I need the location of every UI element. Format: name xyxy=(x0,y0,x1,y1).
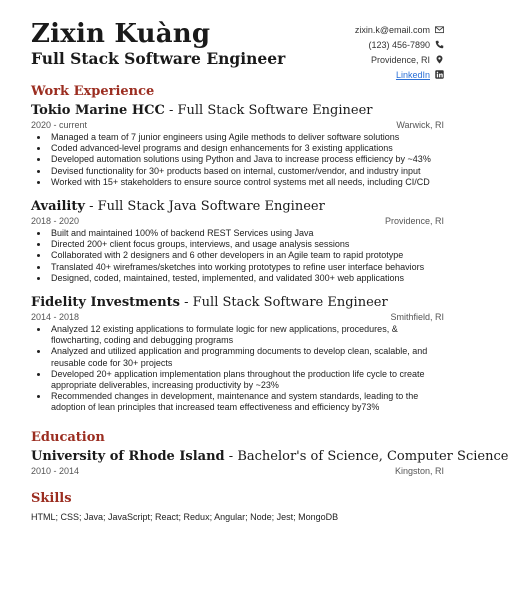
education-school: University of Rhode Island xyxy=(31,448,225,464)
job-bullet: • Recommended changes in development, maintenance and system standards, leading to the adoption of lean principles that increased team effectiveness and efficiency by73% xyxy=(49,391,444,413)
job-bullet: • Translated 40+ wireframes/sketches into working prototypes to refine user interface behaviors xyxy=(49,262,444,273)
phone-text: (123) 456-7890 xyxy=(368,39,430,50)
job-role: Full Stack Software Engineer xyxy=(192,295,388,311)
candidate-title: Full Stack Software Engineer xyxy=(31,49,286,68)
job-bullets xyxy=(31,228,444,284)
job-entry xyxy=(31,294,444,414)
job-company: Fidelity Investments xyxy=(31,295,180,311)
job-bullet: • Analyzed and utilized application and programming documents to develop clean, scalable, and reusable code for 30+ projects xyxy=(49,346,444,368)
job-bullet: • Designed, coded, maintained, tested, implemented, and validated 300+ web applications xyxy=(49,273,444,284)
job-heading xyxy=(31,102,444,119)
contact-phone xyxy=(355,37,444,52)
job-bullet: • Directed 200+ client focus groups, interviews, and usage analysis sessions xyxy=(49,239,444,250)
job-location: Providence, RI xyxy=(384,216,444,227)
job-entry xyxy=(31,198,444,284)
work-experience-section xyxy=(31,84,444,414)
contact-email xyxy=(355,22,444,37)
job-entry xyxy=(31,102,444,188)
resume-header xyxy=(31,0,444,80)
candidate-name: Zixin Kuàng xyxy=(31,19,211,49)
job-bullet: • Developed 20+ application implementation plans throughout the production life cycle to create appropriate deliverables, increasing productivity by ~23% xyxy=(49,369,444,391)
job-heading xyxy=(31,198,444,215)
skills-heading: Skills xyxy=(31,490,72,506)
location-text: Providence, RI xyxy=(370,54,430,65)
job-dates: 2014 - 2018 xyxy=(31,312,80,323)
education-separator: - xyxy=(228,448,238,464)
job-company: Tokio Marine HCC xyxy=(31,103,165,118)
job-bullet: • Worked with 15+ stakeholders to ensure source control systems met all needs, including CI/CD xyxy=(49,177,444,188)
phone-icon xyxy=(435,40,444,49)
email-text: zixin.k@email.com xyxy=(354,24,430,35)
job-location: Warwick, RI xyxy=(396,120,444,130)
job-bullet: • Collaborated with 2 designers and 6 other developers in an Agile team to rapid prototype xyxy=(49,250,444,261)
job-role: Full Stack Software Engineer xyxy=(177,103,373,118)
education-location: Kingston, RI xyxy=(394,465,444,476)
education-entry xyxy=(31,448,508,477)
contact-block xyxy=(355,22,444,82)
job-bullet: • Devised functionality for 30+ products based on internal, customer/vendor, and industry input xyxy=(49,166,444,177)
job-bullet: • Analyzed 12 existing applications to formulate logic for new applications, procedures, & flowcharting, coding and debugging programs xyxy=(49,324,444,346)
education-dates: 2010 - 2014 xyxy=(31,465,80,476)
job-bullet: • Managed a team of 7 junior engineers using Agile methods to deliver software solutions xyxy=(49,132,444,143)
education-line xyxy=(31,448,508,465)
contact-linkedin xyxy=(355,67,444,82)
linkedin-icon xyxy=(435,70,444,79)
job-role: Full Stack Java Software Engineer xyxy=(97,199,325,215)
job-heading xyxy=(31,294,444,311)
education-heading: Education xyxy=(31,429,105,445)
job-location: Smithfield, RI xyxy=(390,312,444,323)
location-pin-icon xyxy=(435,55,444,64)
envelope-icon xyxy=(435,25,444,34)
job-bullet: • Coded advanced-level programs and design enhancements for 3 existing applications xyxy=(49,143,444,154)
skills-section xyxy=(31,491,444,523)
work-experience-heading: Work Experience xyxy=(31,84,155,99)
job-bullets xyxy=(31,324,444,414)
linkedin-link[interactable]: LinkedIn xyxy=(395,69,430,80)
contact-location xyxy=(355,52,444,67)
job-dates: 2018 - 2020 xyxy=(31,216,80,227)
job-bullet: • Developed automation solutions using Python and Java to increase process efficiency by ~43% xyxy=(49,154,444,165)
job-meta xyxy=(31,215,444,227)
education-section xyxy=(31,429,508,477)
job-dates: 2020 - current xyxy=(31,120,88,130)
job-separator: - xyxy=(89,199,98,215)
job-company: Availity xyxy=(31,199,85,215)
education-meta xyxy=(31,465,444,477)
job-bullets xyxy=(31,132,444,188)
job-separator: - xyxy=(168,103,178,118)
job-bullet: • Built and maintained 100% of backend REST Services using Java xyxy=(49,228,444,239)
skills-list: HTML; CSS; Java; JavaScript; React; Redux; Angular; Node; Jest; MongoDB xyxy=(31,511,339,522)
job-meta xyxy=(31,311,444,323)
education-degree: Bachelor's of Science, Computer Science xyxy=(237,448,508,464)
job-separator: - xyxy=(184,295,193,311)
job-meta xyxy=(31,119,444,131)
